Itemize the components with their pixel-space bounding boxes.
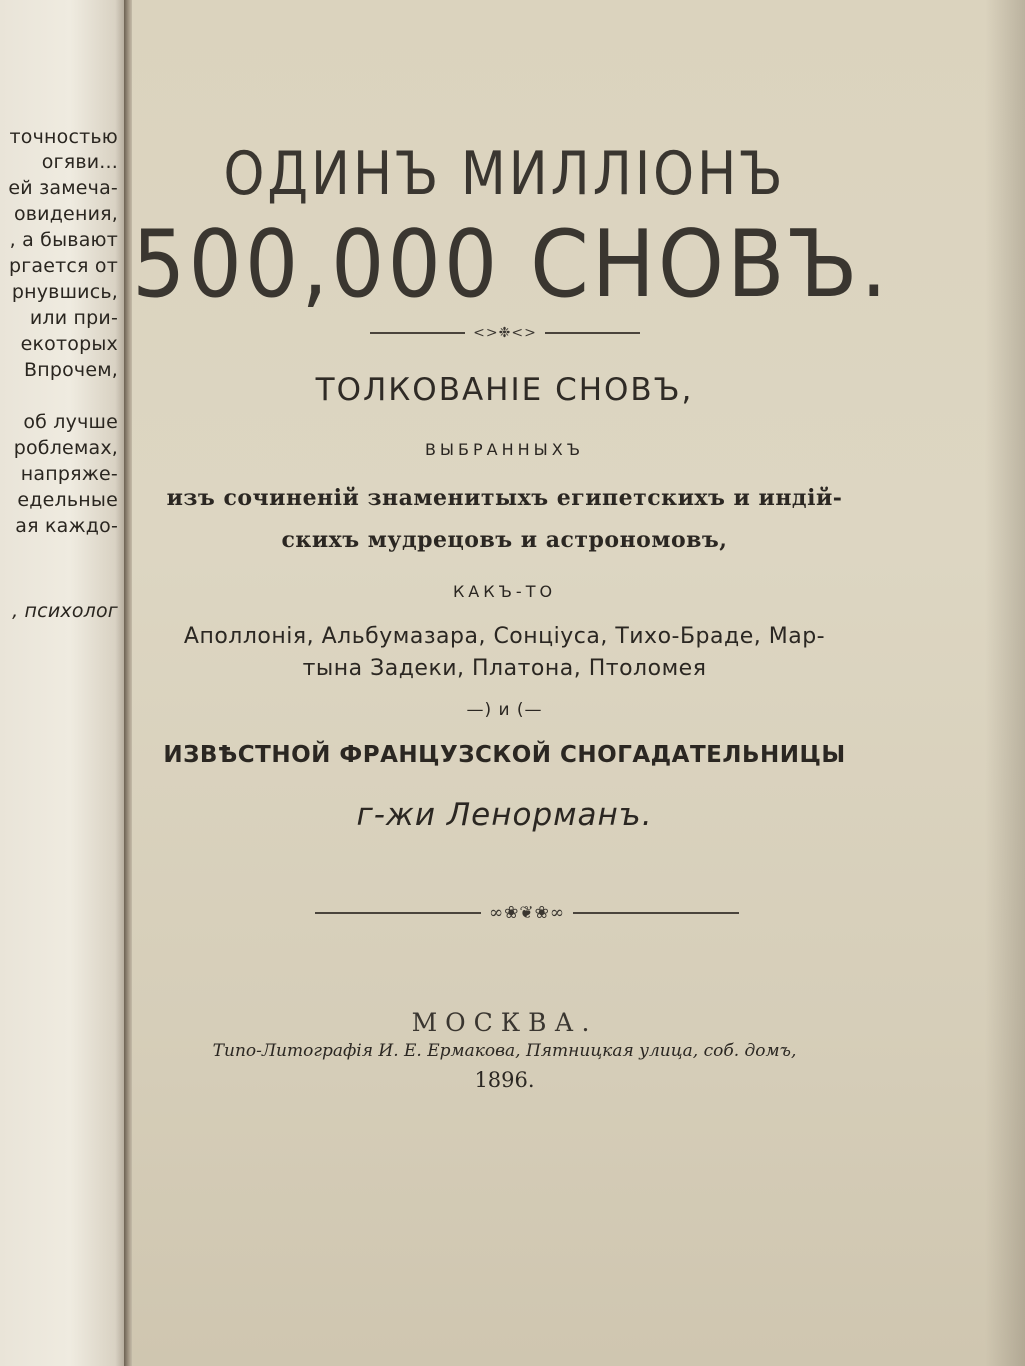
body-line-2: скихъ мудрецовъ и астрономовъ,: [281, 527, 728, 553]
rule-bar: [545, 332, 640, 334]
facing-page-line: Впрочем,: [23, 359, 118, 381]
selected-label: ВЫБРАННЫХЪ: [424, 440, 585, 459]
facing-page-line: точностью: [9, 126, 118, 148]
city-imprint: МОСКВА.: [411, 1008, 598, 1037]
facing-page-line: , психолог: [12, 600, 118, 622]
facing-page-line: роблемах,: [13, 437, 118, 459]
facing-page-line: ей замеча-: [8, 177, 118, 199]
facing-page-line: едельные: [17, 489, 118, 511]
facing-page-line: ргается от: [8, 255, 118, 277]
rule-bar: [573, 912, 739, 914]
publication-year: 1896.: [474, 1068, 535, 1092]
facing-page-line: огяви...: [41, 151, 118, 173]
title-line-2: 500,000 СНОВЪ.: [132, 210, 891, 318]
known-fortune-teller-line: ИЗВѢСТНОЙ ФРАНЦУЗСКОЙ СНОГАДАТЕЛЬНИЦЫ: [163, 742, 846, 768]
facing-page: [0, 0, 128, 1366]
facing-page-line: или при-: [29, 307, 118, 329]
ornamental-rule-top: [370, 323, 640, 343]
rule-bar: [315, 912, 481, 914]
ornamental-rule-bottom: [315, 903, 739, 923]
facing-page-line: об лучше: [23, 411, 118, 433]
rule-bar: [370, 332, 465, 334]
facing-page-line: екоторых: [20, 333, 118, 355]
kak-to-label: КАКЪ-ТО: [452, 582, 557, 601]
printer-imprint: Типо-Литографія И. Е. Ермакова, Пятницкая улица, соб. домъ,: [212, 1041, 797, 1061]
names-line-1: Аполлонія, Альбумазара, Сонціуса, Тихо-Браде, Мар-: [183, 624, 826, 649]
lenorman-line: г-жи Ленорманъ.: [356, 797, 653, 833]
names-line-2: тына Задеки, Платона, Птоломея: [302, 656, 707, 681]
ornament-icon: ∞❀❦❀∞: [488, 903, 566, 923]
body-line-1: изъ сочиненій знаменитыхъ египетскихъ и индій-: [166, 485, 843, 511]
facing-page-line: напряже-: [20, 463, 118, 485]
facing-page-line: рнувшись,: [11, 281, 118, 303]
title-page: [132, 0, 1025, 1366]
title-line-1: ОДИНЪ МИЛЛІОНЪ: [223, 140, 786, 209]
facing-page-line: , а бывают: [9, 229, 118, 251]
facing-page-line: овидения,: [13, 203, 118, 225]
facing-page-line: ая каждо-: [15, 515, 118, 537]
ornament-icon: <>❉<>: [473, 325, 537, 341]
and-line: —) и (—: [466, 700, 543, 720]
subtitle: ТОЛКОВАНІЕ СНОВЪ,: [315, 372, 694, 408]
